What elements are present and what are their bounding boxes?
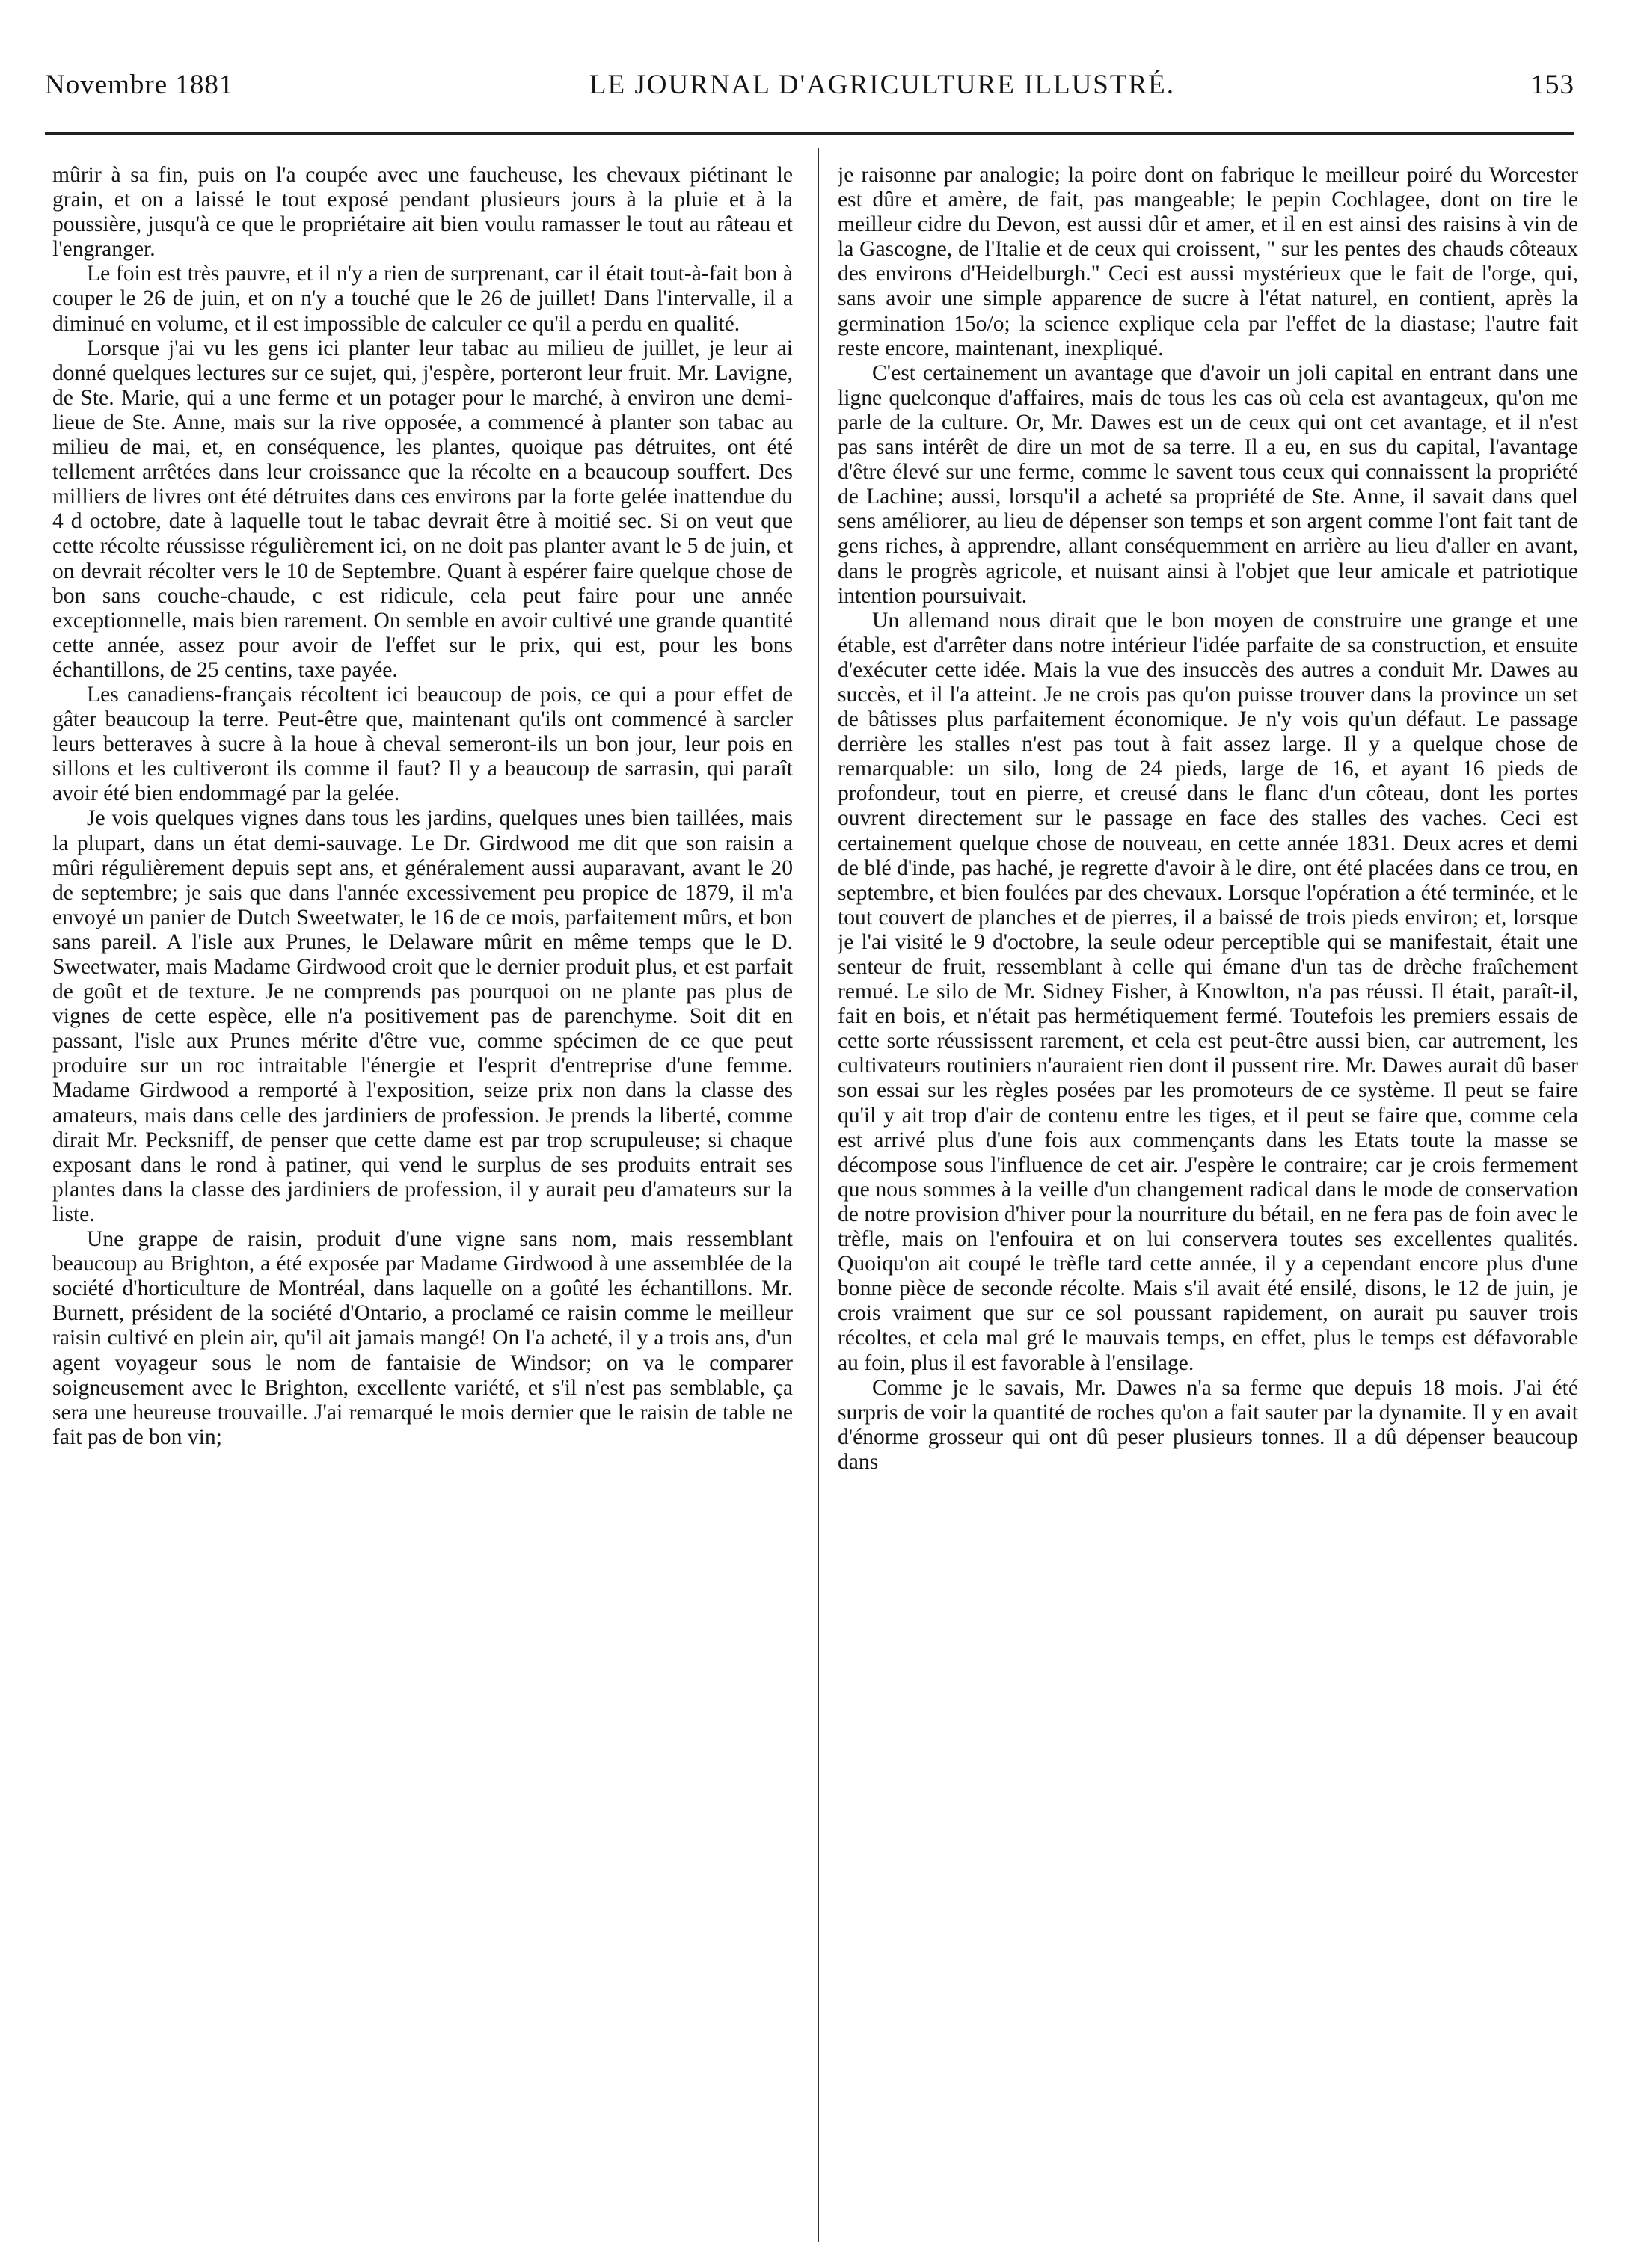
paragraph: mûrir à sa fin, puis on l'a coupée avec une faucheuse, les chevaux piétinant le grain, et on a laissé le tout exposé pendant plusieurs jours à la pluie et à la poussière, jusqu'à ce que le propriétaire ait bien voulu ramasser le tout au râteau et l'engranger. [52,163,793,262]
left-column [52,163,793,2234]
paragraph: Les canadiens-français récoltent ici beaucoup de pois, ce qui a pour effet de gâter beaucoup la terre. Peut-être que, maintenant qu'ils ont commencé à sarcler leurs betteraves à sucre à la houe à cheval semeront-ils un bon jour, leur pois en sillons et les cultiveront ils comme il faut? Il y a beaucoup de sarrasin, qui paraît avoir été bien endommagé par la gelée. [52,682,793,806]
paragraph: Le foin est très pauvre, et il n'y a rien de surprenant, car il était tout-à-fait bon à couper le 26 de juin, et on n'y a touché que le 26 de juillet! Dans l'intervalle, il a diminué en volume, et il est impossible de calculer ce qu'il a perdu en qualité. [52,262,793,336]
paragraph: je raisonne par analogie; la poire dont on fabrique le meilleur poiré du Worcester est dûre et amère, de fait, pas mangeable; le pepin Cochlagee, dont on tire le meilleur cidre du Devon, est aussi dûr et amer, et il en est ainsi des raisins à vin de la Gascogne, de l'Italie et de ceux qui croissent, " sur les pentes des chauds côteaux des environs d'Heidelburgh." Ceci est aussi mystérieux que le fait de l'orge, qui, sans avoir une simple apparence de sucre à l'état naturel, en contient, après la germination 15o/o; la science explique cela par l'effet de la diastase; l'autre fait reste encore, maintenant, inexpliqué. [838,163,1578,360]
paragraph: Je vois quelques vignes dans tous les jardins, quelques unes bien taillées, mais la plupart, dans un état demi-sauvage. Le Dr. Girdwood me dit que son raisin a mûri régulièrement depuis sept ans, et généralement aussi auparavant, avant le 20 de septembre; je sais que dans l'année excessivement peu propice de 1879, il m'a envoyé un panier de Dutch Sweetwater, le 16 de ce mois, parfaitement mûrs, et bon sans pareil. A l'isle aux Prunes, le Delaware mûrit en même temps que le D. Sweetwater, mais Madame Girdwood croit que le dernier produit plus, et est parfait de goût et de texture. Je ne comprends pas pourquoi on ne plante pas plus de vignes de cette espèce, elle n'a positivement pas de parenchyme. Soit dit en passant, l'isle aux Prunes mérite d'être vue, comme spécimen de ce que peut produire sur un roc intraitable l'énergie et l'esprit d'entreprise d'une femme. Madame Girdwood a remporté à l'exposition, seize prix non dans la classe des amateurs, mais dans celle des jardiniers de profession. Je prends la liberté, comme dirait Mr. Pecksniff, de penser que cette dame est par trop scrupuleuse; si chaque exposant dans le rond à patiner, qui vend le surplus de ses produits entrait ses plantes dans la classe des jardiniers de profession, il y aurait peu d'amateurs sur la liste. [52,806,793,1226]
paragraph: Une grappe de raisin, produit d'une vigne sans nom, mais ressemblant beaucoup au Brighton, a été exposée par Madame Girdwood à une assemblée de la société d'horticulture de Montréal, dans laquelle on a goûté les échantillons. Mr. Burnett, président de la société d'Ontario, a proclamé ce raisin comme le meilleur raisin cultivé en plein air, qu'il ait jamais mangé! On l'a acheté, il y a trois ans, d'un agent voyageur sous le nom de fantaisie de Windsor; on va le comparer soigneusement avec le Brighton, excellente variété, et s'il n'est pas semblable, ça sera une heureuse trouvaille. J'ai remarqué le mois dernier que le raisin de table ne fait pas de bon vin; [52,1227,793,1449]
page-number: 153 [1530,70,1574,100]
header-rule [45,132,1574,135]
column-divider [818,148,819,2242]
header-date: Novembre 1881 [45,70,234,100]
paragraph: Comme je le savais, Mr. Dawes n'a sa ferme que depuis 18 mois. J'ai été surpris de voir la quantité de roches qu'on a fait sauter par la dynamite. Il y en avait d'énorme grosseur qui ont dû peser plusieurs tonnes. Il a dû dépenser beaucoup dans [838,1375,1578,1474]
paragraph: C'est certainement un avantage que d'avoir un joli capital en entrant dans une ligne quelconque d'affaires, mais de tous les cas où cela est avantageux, qu'on me parle de la culture. Or, Mr. Dawes est un de ceux qui ont cet avantage, et il n'est pas sans intérêt de dire un mot de sa terre. Il a eu, en sus du capital, l'avantage d'être élevé sur une ferme, comme le savent tous ceux qui connaissent la propriété de Lachine; aussi, lorsqu'il a acheté sa propriété de Ste. Anne, il savait dans quel sens améliorer, au lieu de dépenser son temps et son argent comme l'ont fait tant de gens riches, à apprendre, allant conséquemment en arrière au lieu d'aller en avant, dans le progrès agricole, et nuisant ainsi à l'objet que leur amicale et patriotique intention poursuivait. [838,360,1578,608]
journal-title: LE JOURNAL D'AGRICULTURE ILLUSTRÉ. [589,70,1176,100]
paragraph: Lorsque j'ai vu les gens ici planter leur tabac au milieu de juillet, je leur ai donné quelques lectures sur ce sujet, qui, j'espère, porteront leur fruit. Mr. Lavigne, de Ste. Marie, qui a une ferme et un potager pour le marché, à environ une demi-lieue de Ste. Anne, mais sur la rive opposée, a commencé à planter son tabac au milieu de mai, et, en conséquence, les plantes, quoique pas détruites, ont été tellement arrêtées dans leur croissance que la récolte en a beaucoup souffert. Des milliers de livres ont été détruites dans ces environs par la forte gelée inattendue du 4 d octobre, date à laquelle tout le tabac devrait être à moitié sec. Si on veut que cette récolte réussisse régulièrement ici, on ne doit pas planter avant le 5 de juin, et on devrait récolter vers le 10 de Septembre. Quant à espérer faire quelque chose de bon sans couche-chaude, c est ridicule, cela peut faire pour une année exceptionnelle, mais bien rarement. On semble en avoir cultivé une grande quantité cette année, assez pour avoir de l'effet sur le prix, qui est, pour les bons échantillons, de 25 centins, taxe payée. [52,336,793,682]
paragraph: Un allemand nous dirait que le bon moyen de construire une grange et une étable, est d'arrêter dans notre intérieur l'idée parfaite de sa construction, et ensuite d'exécuter cette idée. Mais la vue des insuccès des autres a conduit Mr. Dawes au succès, et il l'a atteint. Je ne crois pas qu'on puisse trouver dans la province un set de bâtisses plus parfaitement économique. Je n'y vois qu'un défaut. Le passage derrière les stalles n'est pas tout à fait assez large. Il y a quelque chose de remarquable: un silo, long de 24 pieds, large de 16, et ayant 16 pieds de profondeur, tout en pierre, et creusé dans le flanc d'un côteau, dont les portes ouvrent directement sur le passage en face des stalles des vaches. Ceci est certainement quelque chose de nouveau, en cette année 1831. Deux acres et demi de blé d'inde, pas haché, je regrette d'avoir à le dire, ont été placées dans ce trou, en septembre, et bien foulées par des chevaux. Lorsque l'opération a été terminée, et le tout couvert de planches et de pierres, il a baissé de trois pieds environ; et, lorsque je l'ai visité le 9 d'octobre, la seule odeur perceptible qui se manifestait, était une senteur de fruit, ressemblant à celle qui émane d'un tas de drèche fraîchement remué. Le silo de Mr. Sidney Fisher, à Knowlton, n'a pas réussi. Il était, paraît-il, fait en bois, et n'était pas hermétiquement fermé. Toutefois les premiers essais de cette sorte réussissent rarement, et cela est peut-être aussi bien, car autrement, les cultivateurs routiniers n'auraient rien dont il pussent rire. Mr. Dawes aurait dû baser son essai sur les règles posées par les promoteurs de ce système. Il peut se faire qu'il y ait trop d'air de contenu entre les tiges, et il peut se faire que, comme cela est arrivé plus d'une fois aux commençants dans les Etats toute la masse se décompose sous l'influence de cet air. J'espère le contraire; car je crois fermement que nous sommes à la veille d'un changement radical dans le mode de conservation de notre provision d'hiver pour la nourriture du bétail, en ne fera pas de foin avec le trèfle, mais on l'enfouira et on lui conservera toutes ses excellentes qualités. Quoiqu'on ait coupé le trèfle tard cette année, il y a cependant encore plus d'une bonne pièce de seconde récolte. Mais s'il avait été ensilé, disons, le 12 de juin, je crois vraiment que sur ce sol poussant rapidement, on aurait pu sauver trois récoltes, et cela mal gré le mauvais temps, en effet, plus le temps est défavorable au foin, plus il est favorable à l'ensilage. [838,608,1578,1375]
page-header [45,69,1574,111]
right-column [838,163,1578,2234]
